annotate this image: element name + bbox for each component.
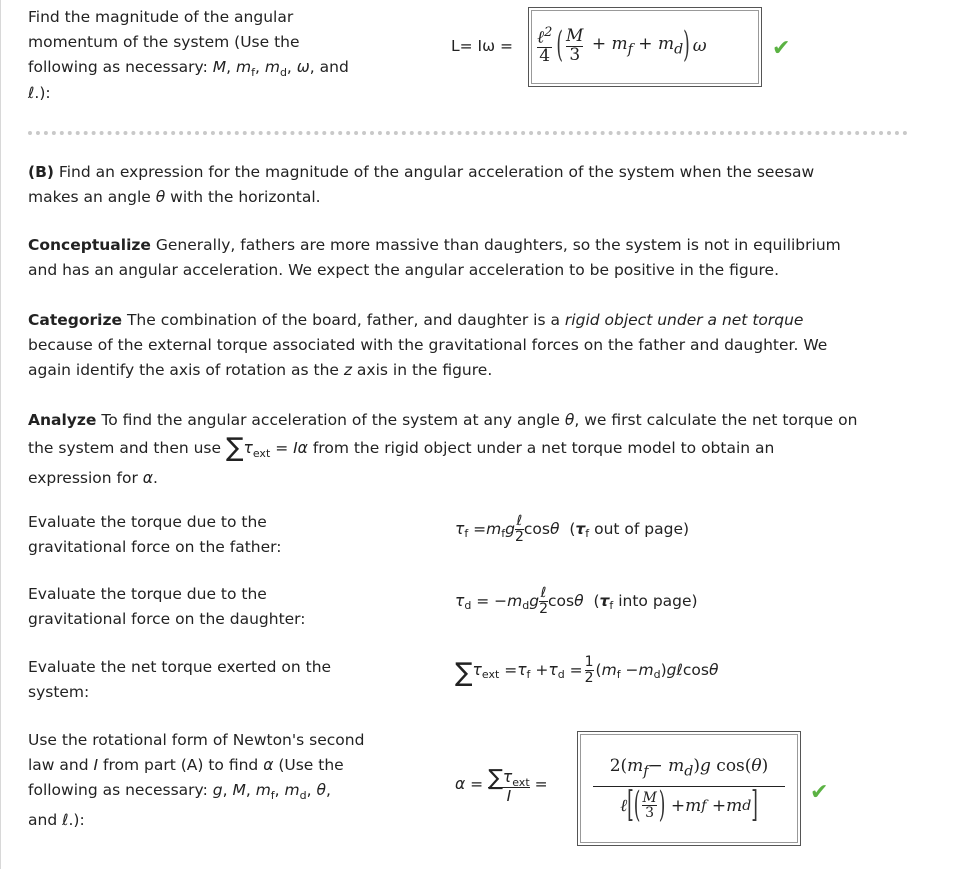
alpha-equation-label: α = $\frac{\sum\tau_{ext}}{I}$ = [455, 766, 548, 806]
net-torque-equation: ∑ τ ext = τ f + τ d = $\frac{1}{2}$ ( m f − m d ) gℓ cos θ [455, 654, 719, 689]
section-divider [28, 131, 908, 135]
angular-acceleration-expression: $2(m_f- m_d)g$ cos(θ) ℓ [ ( $\frac{M}{3}$ ) + m f + m d ] [578, 732, 800, 845]
prompt-line: Evaluate the torque due to the [28, 513, 267, 531]
question-line: Find the magnitude of the angular [28, 8, 294, 26]
prompt-line: Evaluate the torque due to the [28, 585, 267, 603]
section-line: Analyze To find the angular acceleration of the system at any angle θ, we first calculate the net torque on [28, 411, 858, 429]
categorize-section [28, 308, 827, 383]
angular-momentum-label: L= Iω = [451, 37, 514, 55]
left-border [0, 0, 1, 869]
section-line: Conceptualize Generally, fathers are more massive than daughters, so the system is not in equilibrium [28, 236, 841, 254]
angular-acceleration-answer-box[interactable] [577, 731, 801, 846]
part-a-question [28, 5, 349, 106]
prompt-line: system: [28, 683, 90, 701]
prompt-line: following as necessary: g, M, $m_f$, $m_d$, θ, [28, 781, 331, 802]
correct-check-icon: ✔ [810, 780, 829, 805]
father-torque-prompt [28, 510, 281, 560]
father-torque-equation: τ f = m f g $\frac{\text{ℓ}}{2}$ cos θ ( τ f out of page) [455, 513, 690, 545]
analyze-section [28, 408, 857, 491]
section-line: Categorize The combination of the board, father, and daughter is a rigid object under a net torque [28, 311, 804, 329]
section-line: and has an angular acceleration. We expect the angular acceleration to be positive in the figure. [28, 261, 780, 279]
conceptualize-section [28, 233, 841, 283]
prompt-line: (B) Find an expression for the magnitude of the angular acceleration of the system when the seesaw [28, 163, 815, 181]
net-torque-prompt [28, 655, 331, 705]
prompt-line: makes an angle θ with the horizontal. [28, 188, 321, 206]
alpha-prompt [28, 728, 364, 833]
daughter-torque-equation: τ d = − m d g $\frac{\text{ℓ}}{2}$ cos θ ( τ f into page) [455, 585, 698, 617]
prompt-line: gravitational force on the father: [28, 538, 282, 556]
angular-momentum-answer-box[interactable] [528, 7, 762, 87]
section-line: expression for α. [28, 469, 158, 487]
daughter-torque-prompt [28, 582, 306, 632]
part-b-prompt [28, 160, 814, 210]
prompt-line: Evaluate the net torque exerted on the [28, 658, 332, 676]
section-line: again identify the axis of rotation as the z axis in the figure. [28, 361, 493, 379]
prompt-line: Use the rotational form of Newton's second [28, 731, 365, 749]
angular-momentum-expression: $\frac{\ell^2}{4}$ ( $\frac{M}{3}$ + $m_f + m_d$ ) ω [537, 24, 707, 67]
prompt-line: gravitational force on the daughter: [28, 610, 306, 628]
prompt-line: law and I from part (A) to find α (Use the [28, 756, 344, 774]
question-line: ℓ.): [28, 84, 51, 102]
question-line: following as necessary: M, $m_f$, $m_d$, ω, and [28, 58, 349, 79]
question-line: momentum of the system (Use the [28, 33, 300, 51]
section-line: the system and then use $\sum\tau_{ext} = I\alpha$ from the rigid object under a net torque model to obtain an [28, 433, 775, 463]
section-line: because of the external torque associated with the gravitational forces on the father and daughter. We [28, 336, 828, 354]
prompt-line: and ℓ.): [28, 811, 85, 829]
correct-check-icon: ✔ [772, 36, 791, 61]
